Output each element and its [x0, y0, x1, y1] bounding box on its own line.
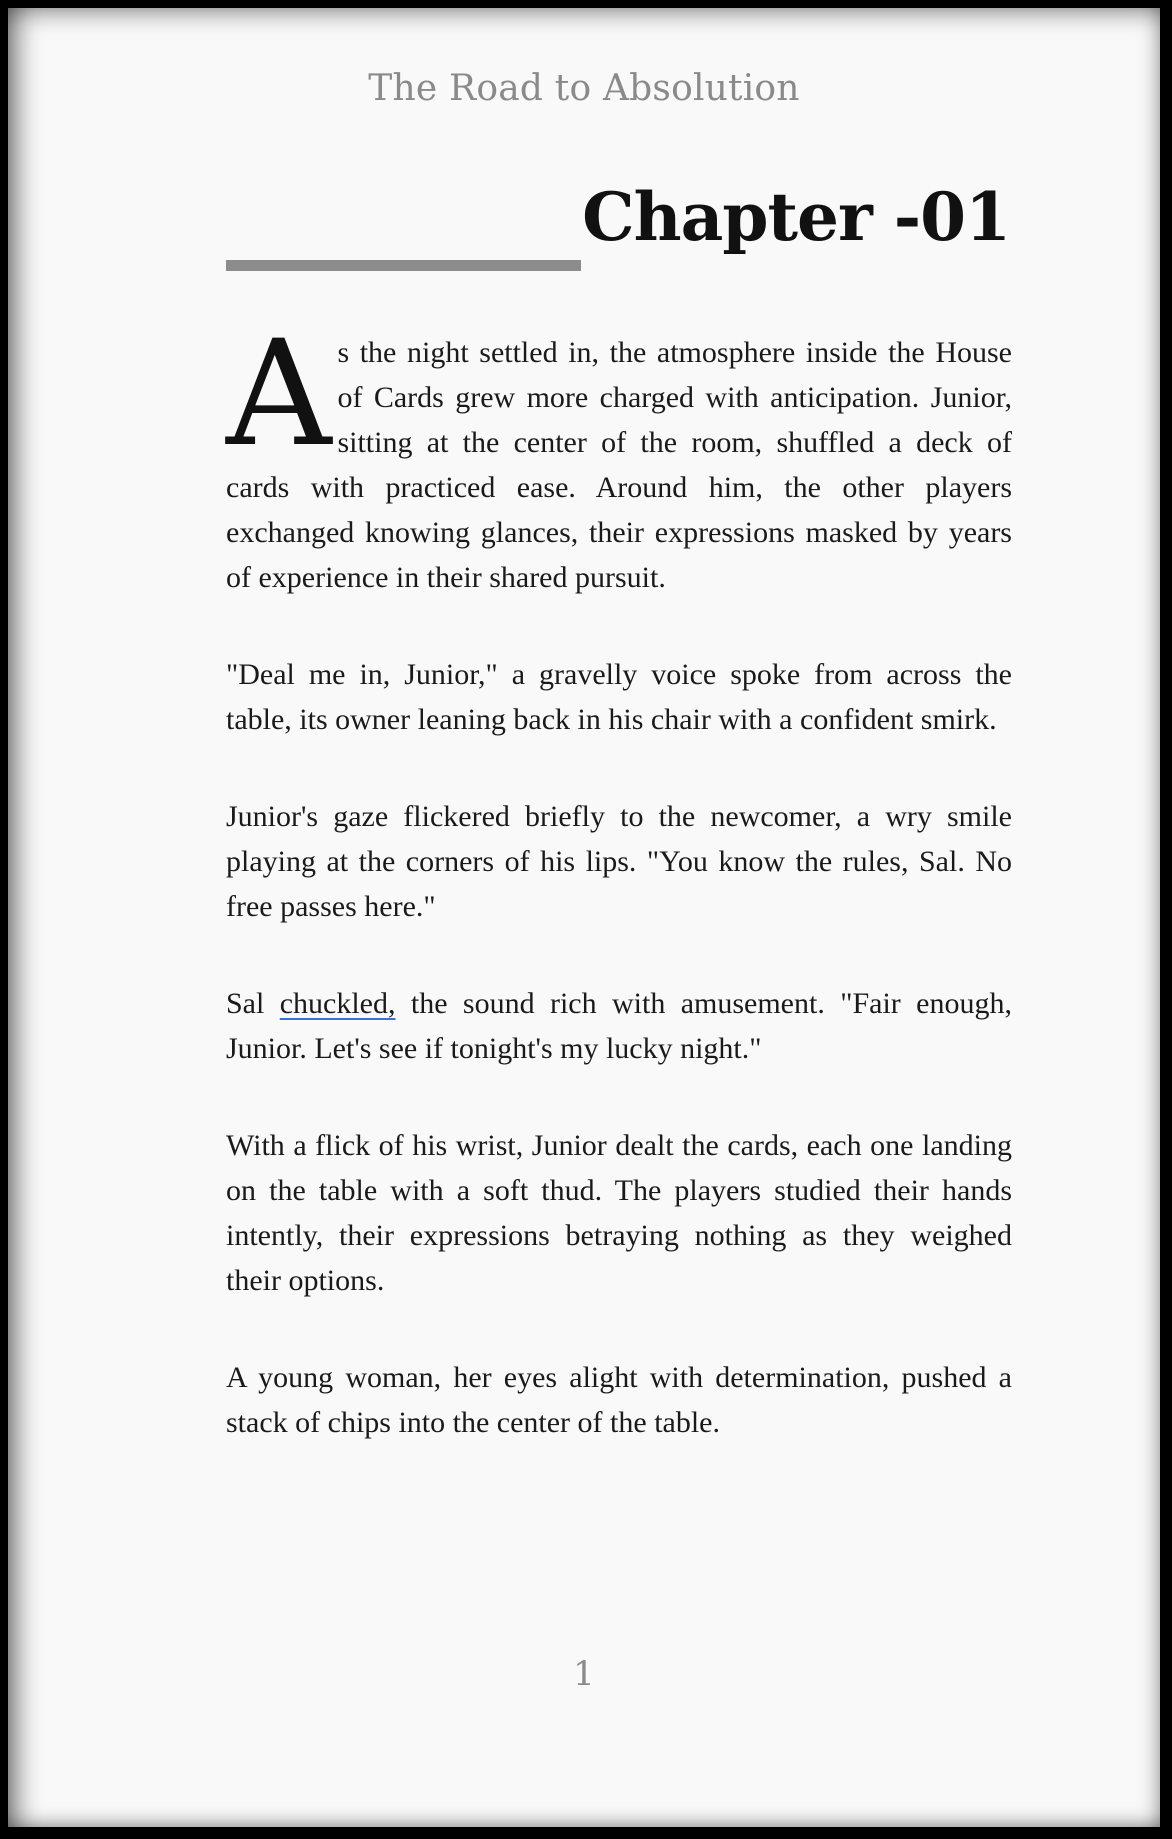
paragraph-1-text: s the night settled in, the atmosphere inside the House of Cards grew more charged with anticipation. Junior, sitting at the center of the room, shuffled a deck of cards with practiced ease. Around him, the other players exchanged knowing glances, their expressions masked by years of experience in their shared pursuit. — [226, 336, 1012, 594]
chapter-title: Chapter -01 — [582, 178, 1010, 256]
paragraph-5: With a flick of his wrist, Junior dealt the cards, each one landing on the table with a soft thud. The players studied their hands intently, their expressions betraying nothing as they weighed their options. — [226, 1129, 1012, 1297]
paragraph-3: Junior's gaze flickered briefly to the newcomer, a wry smile playing at the corners of his lips. "You know the rules, Sal. No free passes here." — [226, 800, 1012, 923]
paragraph-6: A young woman, her eyes alight with determination, pushed a stack of chips into the center of the table. — [226, 1361, 1012, 1439]
paragraph-4 — [226, 981, 1012, 1071]
chapter-body — [226, 309, 1012, 1497]
book-page — [8, 8, 1160, 1827]
paragraph-1 — [226, 309, 1012, 600]
spellcheck-flagged-word[interactable]: chuckled, — [279, 987, 396, 1020]
page-number: 1 — [573, 1654, 595, 1694]
paragraph-2: "Deal me in, Junior," a gravelly voice spoke from across the table, its owner leaning back in his chair with a confident smirk. — [226, 658, 1012, 736]
paragraph-4-start: Sal — [226, 987, 280, 1020]
chapter-rule — [226, 260, 581, 271]
book-title-header: The Road to Absolution — [368, 68, 800, 109]
drop-cap: A — [226, 309, 332, 479]
paragraph-4-rest: the sound rich with amusement. "Fair enough, Junior. Let's see if tonight's my lucky night." — [226, 987, 1012, 1065]
